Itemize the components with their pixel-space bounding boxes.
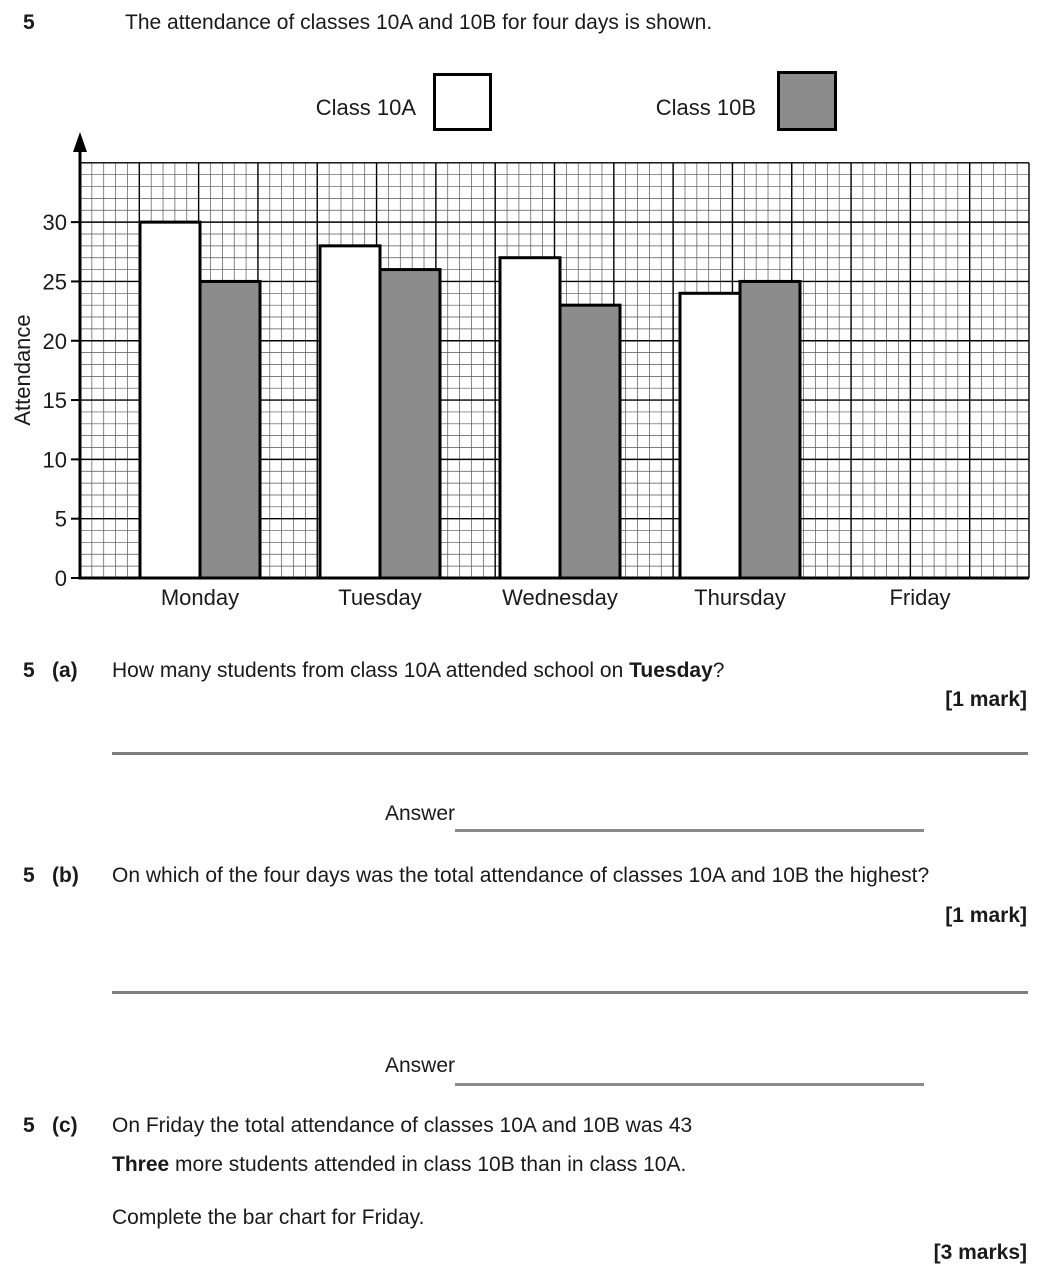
legend-swatch-class-10b: [777, 71, 837, 131]
answer-label-5a: Answer: [385, 802, 456, 825]
x-axis-label-thursday: Thursday: [694, 585, 786, 610]
question-5a-part: (a): [52, 659, 78, 682]
question-5b-part: (b): [52, 864, 79, 887]
y-axis-title: Attendance: [10, 314, 35, 426]
attendance-bar-chart[interactable]: [0, 130, 1050, 630]
y-tick-label: 0: [54, 566, 67, 591]
marks-5c: [3 marks]: [933, 1241, 1027, 1264]
marks-5a: [1 mark]: [945, 688, 1027, 711]
y-tick-label: 20: [42, 328, 67, 354]
x-axis-label-wednesday: Wednesday: [502, 585, 618, 610]
working-line-5b[interactable]: [112, 991, 1028, 994]
bar-thursday-class10a: [680, 293, 740, 578]
question-5c-line2-rest: more students attended in class 10B than in class 10A.: [169, 1153, 687, 1176]
question-5a-number: 5: [23, 659, 35, 682]
legend-label-class-10a: Class 10A: [315, 95, 416, 120]
question-5c: [0, 1115, 1050, 1141]
x-axis-label-tuesday: Tuesday: [338, 585, 422, 610]
y-axis-arrow: [73, 132, 87, 152]
x-axis-label-friday: Friday: [889, 585, 951, 610]
bar-tuesday-class10a: [320, 246, 380, 578]
working-line-5a[interactable]: [112, 752, 1028, 755]
bar-monday-class10a: [140, 222, 200, 578]
question-5c-line3: Complete the bar chart for Friday.: [112, 1206, 425, 1229]
bar-monday-class10b: [200, 281, 260, 578]
question-5c-part: (c): [52, 1114, 78, 1137]
legend-label-class-10b: Class 10B: [655, 95, 756, 120]
question-header: [0, 12, 1050, 38]
question-5b: [0, 865, 1050, 891]
answer-field-5b[interactable]: [455, 1083, 924, 1086]
x-axis-label-monday: Monday: [160, 585, 240, 610]
question-5a: [0, 660, 1050, 686]
y-tick-label: 10: [42, 447, 67, 473]
y-tick-label: 25: [42, 269, 67, 295]
legend-swatch-class-10a: [433, 73, 492, 131]
answer-field-5a[interactable]: [455, 829, 924, 832]
question-intro-text: The attendance of classes 10A and 10B for four days is shown.: [125, 11, 713, 34]
question-5c-line1: On Friday the total attendance of classes 10A and 10B was 43: [112, 1114, 693, 1137]
question-5c-line2: [0, 1154, 1050, 1180]
y-tick-label: 15: [42, 388, 67, 414]
y-tick-label: 5: [54, 506, 67, 532]
bar-thursday-class10b: [740, 281, 800, 578]
question-5a-text: How many students from class 10A attended school on Tuesday?: [112, 659, 725, 682]
question-5c-line2-bold: Three: [112, 1153, 170, 1176]
bar-tuesday-class10b: [380, 270, 440, 578]
y-tick-label: 30: [42, 210, 67, 236]
marks-5b: [1 mark]: [945, 904, 1027, 927]
bar-wednesday-class10a: [500, 258, 560, 578]
answer-label-5b: Answer: [385, 1054, 456, 1077]
question-5b-number: 5: [23, 864, 35, 887]
question-5c-number: 5: [23, 1114, 35, 1137]
question-number: 5: [23, 11, 35, 34]
question-5b-text: On which of the four days was the total attendance of classes 10A and 10B the highest?: [112, 864, 930, 887]
bar-wednesday-class10b: [560, 305, 620, 578]
